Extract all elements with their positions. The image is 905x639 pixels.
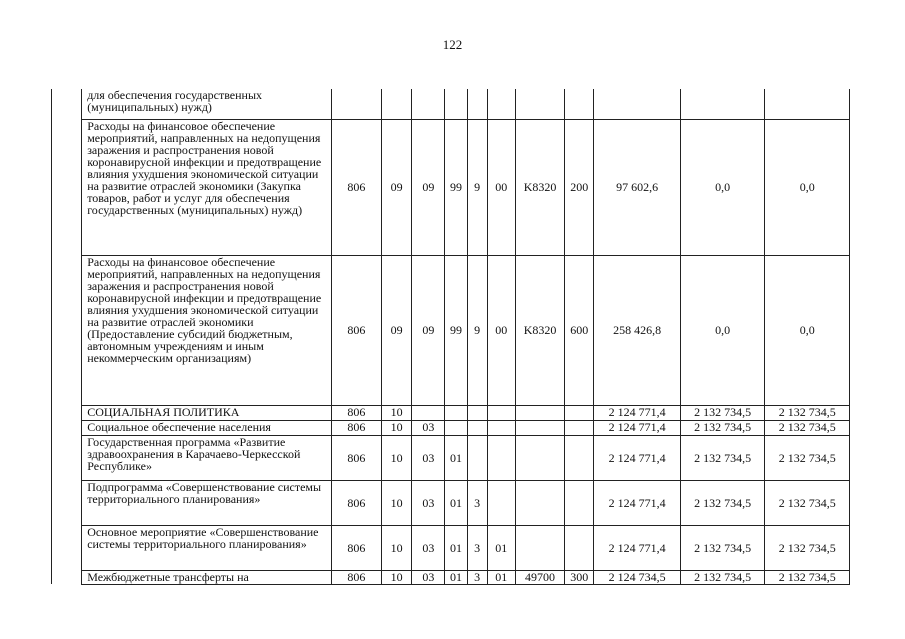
cell-vedomstvo: 806 — [331, 405, 381, 420]
cell-razdel: 10 — [382, 405, 412, 420]
cell-podrazdel: 03 — [412, 480, 445, 525]
cell-sum-2020 — [594, 89, 681, 119]
cell-podrazdel: 03 — [412, 435, 445, 480]
cell-vedomstvo: 806 — [331, 525, 381, 570]
cell-program: 99 — [445, 119, 467, 255]
table-row — [52, 255, 850, 405]
cell-vid — [565, 89, 594, 119]
cell-vid — [565, 525, 594, 570]
cell-program: 01 — [445, 525, 467, 570]
cell-main-event: 01 — [487, 570, 515, 584]
row-lead-cell — [52, 255, 82, 405]
cell-direction: K8320 — [515, 255, 564, 405]
table-row — [52, 420, 850, 435]
cell-sum-2021: 0,0 — [680, 255, 765, 405]
cell-sum-2020: 2 124 771,4 — [594, 435, 681, 480]
cell-sum-2022 — [765, 89, 850, 119]
cell-direction — [515, 525, 564, 570]
cell-sum-2022: 2 132 734,5 — [765, 420, 850, 435]
row-lead-cell — [52, 480, 82, 525]
cell-direction: 49700 — [515, 570, 564, 584]
cell-direction — [515, 405, 564, 420]
cell-name: СОЦИАЛЬНАЯ ПОЛИТИКА — [82, 405, 332, 420]
cell-subprogram: 3 — [467, 480, 487, 525]
cell-sum-2022: 2 132 734,5 — [765, 480, 850, 525]
cell-main-event — [487, 480, 515, 525]
cell-razdel: 10 — [382, 480, 412, 525]
cell-program: 01 — [445, 435, 467, 480]
cell-sum-2021: 2 132 734,5 — [680, 435, 765, 480]
cell-vid — [565, 405, 594, 420]
table-row — [52, 89, 850, 119]
cell-main-event: 00 — [487, 119, 515, 255]
cell-name: Расходы на финансовое обеспечение мероприятий, направленных на недопущения заражения и распространения новой коронавирусной инфекции и предотвращение влияния ухудшения экономической ситуации на развитие отраслей экономики (Предоставление субсидий бюджетным, автономным учреждениям и иным некоммерческим организациям) — [82, 255, 332, 405]
cell-vedomstvo: 806 — [331, 119, 381, 255]
cell-sum-2022: 2 132 734,5 — [765, 435, 850, 480]
cell-vid — [565, 435, 594, 480]
cell-name: Межбюджетные трансферты на — [82, 570, 332, 584]
cell-main-event: 01 — [487, 525, 515, 570]
cell-sum-2020: 2 124 771,4 — [594, 525, 681, 570]
cell-subprogram — [467, 405, 487, 420]
cell-podrazdel: 03 — [412, 570, 445, 584]
cell-name: для обеспечения государственных (муниципальных) нужд) — [82, 89, 332, 119]
cell-sum-2021: 0,0 — [680, 119, 765, 255]
cell-subprogram — [467, 89, 487, 119]
cell-sum-2022: 2 132 734,5 — [765, 405, 850, 420]
cell-sum-2020: 97 602,6 — [594, 119, 681, 255]
cell-main-event — [487, 405, 515, 420]
cell-subprogram: 9 — [467, 119, 487, 255]
cell-sum-2022: 2 132 734,5 — [765, 525, 850, 570]
table-row — [52, 570, 850, 584]
cell-razdel — [382, 89, 412, 119]
cell-sum-2022: 0,0 — [765, 119, 850, 255]
cell-vid: 300 — [565, 570, 594, 584]
cell-sum-2020: 2 124 771,4 — [594, 480, 681, 525]
cell-razdel: 10 — [382, 420, 412, 435]
cell-sum-2020: 258 426,8 — [594, 255, 681, 405]
row-lead-cell — [52, 570, 82, 584]
cell-sum-2020: 2 124 771,4 — [594, 405, 681, 420]
cell-vedomstvo — [331, 89, 381, 119]
cell-sum-2022: 0,0 — [765, 255, 850, 405]
row-lead-cell — [52, 89, 82, 119]
cell-sum-2021: 2 132 734,5 — [680, 480, 765, 525]
cell-program — [445, 420, 467, 435]
cell-program: 01 — [445, 570, 467, 584]
cell-sum-2021: 2 132 734,5 — [680, 570, 765, 584]
cell-direction — [515, 420, 564, 435]
cell-main-event: 00 — [487, 255, 515, 405]
table-row — [52, 405, 850, 420]
table-row — [52, 435, 850, 480]
cell-sum-2021: 2 132 734,5 — [680, 405, 765, 420]
cell-vedomstvo: 806 — [331, 480, 381, 525]
cell-sum-2021: 2 132 734,5 — [680, 420, 765, 435]
cell-program — [445, 89, 467, 119]
cell-subprogram: 3 — [467, 570, 487, 584]
cell-program — [445, 405, 467, 420]
row-lead-cell — [52, 525, 82, 570]
cell-program: 01 — [445, 480, 467, 525]
row-lead-cell — [52, 119, 82, 255]
cell-vedomstvo: 806 — [331, 255, 381, 405]
cell-main-event — [487, 89, 515, 119]
cell-podrazdel: 09 — [412, 119, 445, 255]
cell-sum-2021: 2 132 734,5 — [680, 525, 765, 570]
cell-subprogram: 9 — [467, 255, 487, 405]
cell-sum-2020: 2 124 734,5 — [594, 570, 681, 584]
cell-podrazdel — [412, 405, 445, 420]
budget-table — [51, 89, 850, 585]
cell-vid: 600 — [565, 255, 594, 405]
cell-razdel: 09 — [382, 119, 412, 255]
row-lead-cell — [52, 435, 82, 480]
table-row — [52, 119, 850, 255]
cell-vid: 200 — [565, 119, 594, 255]
cell-name: Государственная программа «Развитие здравоохранения в Карачаево-Черкесской Республике» — [82, 435, 332, 480]
cell-name: Подпрограмма «Совершенствование системы территориального планирования» — [82, 480, 332, 525]
cell-main-event — [487, 435, 515, 480]
cell-vedomstvo: 806 — [331, 420, 381, 435]
cell-podrazdel: 09 — [412, 255, 445, 405]
cell-podrazdel: 03 — [412, 420, 445, 435]
cell-direction: K8320 — [515, 119, 564, 255]
cell-name: Расходы на финансовое обеспечение мероприятий, направленных на недопущения заражения и распространения новой коронавирусной инфекции и предотвращение влияния ухудшения экономической ситуации на развитие отраслей экономики (Закупка товаров, работ и услуг для обеспечения государственных (муниципальных) нужд) — [82, 119, 332, 255]
cell-name: Социальное обеспечение населения — [82, 420, 332, 435]
cell-direction — [515, 89, 564, 119]
cell-sum-2020: 2 124 771,4 — [594, 420, 681, 435]
cell-sum-2022: 2 132 734,5 — [765, 570, 850, 584]
cell-razdel: 10 — [382, 570, 412, 584]
cell-podrazdel — [412, 89, 445, 119]
table-row — [52, 525, 850, 570]
cell-podrazdel: 03 — [412, 525, 445, 570]
cell-razdel: 10 — [382, 525, 412, 570]
cell-main-event — [487, 420, 515, 435]
cell-vid — [565, 480, 594, 525]
cell-direction — [515, 480, 564, 525]
table-row — [52, 480, 850, 525]
cell-subprogram — [467, 435, 487, 480]
cell-vid — [565, 420, 594, 435]
cell-program: 99 — [445, 255, 467, 405]
cell-vedomstvo: 806 — [331, 435, 381, 480]
cell-razdel: 09 — [382, 255, 412, 405]
cell-direction — [515, 435, 564, 480]
cell-name: Основное мероприятие «Совершенствование системы территориального планирования» — [82, 525, 332, 570]
row-lead-cell — [52, 405, 82, 420]
row-lead-cell — [52, 420, 82, 435]
cell-sum-2021 — [680, 89, 765, 119]
cell-vedomstvo: 806 — [331, 570, 381, 584]
cell-subprogram — [467, 420, 487, 435]
page-number: 122 — [442, 37, 463, 52]
cell-razdel: 10 — [382, 435, 412, 480]
cell-subprogram: 3 — [467, 525, 487, 570]
